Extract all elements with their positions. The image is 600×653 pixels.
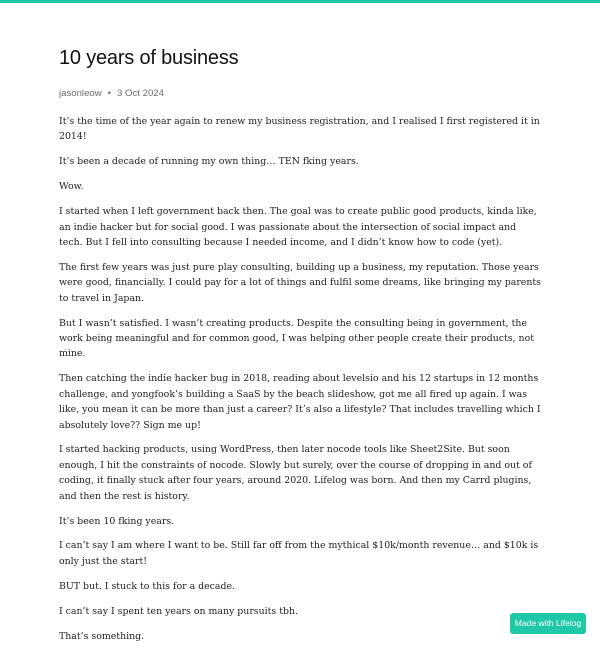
- post-author[interactable]: jasonleow: [59, 88, 102, 99]
- post-paragraph: I started when I left government back then. The goal was to create public good products, kinda like, an indie hacker but for social good. I was passionate about the intersection of social impact and tech. But I fell into consulting because I needed income, and I didn’t know how to code (yet).: [59, 206, 537, 248]
- made-with-lifelog-button[interactable]: Made with Lifelog: [510, 613, 586, 634]
- post-date: 3 Oct 2024: [117, 88, 164, 99]
- post-paragraph: It’s been a decade of running my own thing… TEN fking years.: [59, 156, 359, 168]
- post-title: 10 years of business: [59, 47, 239, 69]
- post-paragraph: It’s the time of the year again to renew my business registration, and I realised I first registered it in 2014!: [59, 116, 540, 143]
- post-paragraph: I can’t say I spent ten years on many pursuits tbh.: [59, 605, 299, 617]
- post-paragraph: I can’t say I am where I want to be. Still far off from the mythical $10k/month revenue… and $10k is only just the start!: [59, 540, 539, 567]
- post-paragraph: It’s been 10 fking years.: [59, 515, 175, 527]
- post-paragraph: But I wasn’t satisfied. I wasn’t creating products. Despite the consulting being in government, the work being meaningful and for common good, I was helping other people create their products, not mine.: [59, 317, 534, 360]
- post-paragraph: That’s something.: [59, 630, 145, 642]
- post-meta: [59, 87, 541, 100]
- post-paragraph: Then catching the indie hacker bug in 2018, reading about levelsio and his 12 startups in 12 months challenge, and yongfook’s building a SaaS by the beach slideshow, got me all fired up again. I was like, you mean it can be more than just a career? It’s also a lifestyle? That includes travelling which I absolutely love?? Sign me up!: [59, 373, 541, 431]
- post-paragraph: BUT but. I stuck to this for a decade.: [59, 580, 236, 592]
- post-body: [59, 114, 541, 644]
- post-paragraph: Wow.: [59, 181, 84, 193]
- post-paragraph: The first few years was just pure play consulting, building up a business, my reputation. Those years were good, financially. I could pay for a lot of things and fulfil some dreams, like bringing my parents to travel in Japan.: [59, 261, 541, 304]
- post-article: [59, 45, 541, 653]
- meta-separator: •: [107, 88, 112, 99]
- post-paragraph: I started hacking products, using WordPress, then later nocode tools like Sheet2Site. But soon enough, I hit the constraints of nocode. Slowly but surely, over the course of dropping in and out of coding, it finally stuck after four years, around 2020. Lifelog was born. And then my Carrd plugins, and then the rest is history.: [59, 444, 532, 502]
- top-accent-bar: [0, 0, 600, 3]
